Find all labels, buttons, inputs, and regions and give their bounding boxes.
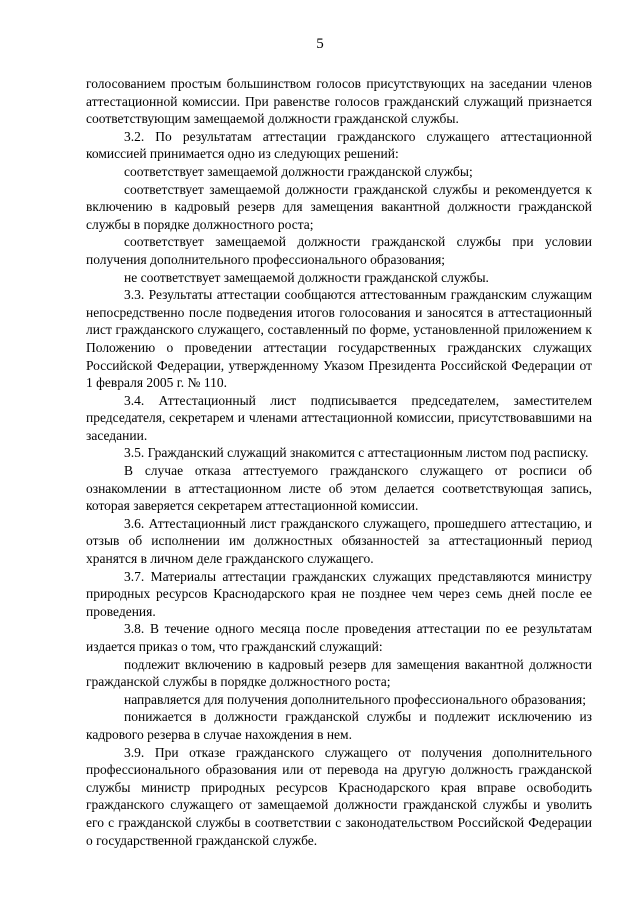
paragraph: 3.2. По результатам аттестации гражданского служащего аттестационной комиссией принимается одно из следующих решений:	[86, 128, 592, 162]
paragraph: голосованием простым большинством голосов присутствующих на заседании членов аттестационной комиссии. При равенстве голосов гражданский служащий признается соответствующим замещаемой должности гражданской службы.	[86, 76, 592, 127]
paragraph: 3.8. В течение одного месяца после проведения аттестации по ее результатам издается приказ о том, что гражданский служащий:	[86, 621, 592, 654]
paragraph: соответствует замещаемой должности гражданской службы и рекомендуется к включению в кадровый резерв для замещения вакантной должности гражданской службы в порядке должностного роста;	[86, 181, 592, 232]
paragraph: понижается в должности гражданской службы и подлежит исключению из кадрового резерва в случае нахождения в нем.	[86, 709, 592, 742]
paragraph: 3.4. Аттестационный лист подписывается председателем, заместителем председателя, секретарем и членами аттестационной комиссии, присутствовавшими на заседании.	[86, 392, 592, 443]
paragraph: 3.7. Материалы аттестации гражданских служащих представляются министру природных ресурсов Краснодарского края не позднее чем через семь дней после ее проведения.	[86, 568, 592, 619]
paragraph: В случае отказа аттестуемого гражданского служащего от росписи об ознакомлении в аттестационном листе об этом делается соответствующая запись, которая заверяется секретарем аттестационной комиссии.	[86, 463, 592, 514]
paragraph: 3.5. Гражданский служащий знакомится с аттестационным листом под расписку.	[124, 445, 589, 461]
paragraph: направляется для получения дополнительного профессионального образования;	[124, 691, 587, 707]
page-number: 5	[316, 36, 324, 52]
paragraph: подлежит включению в кадровый резерв для замещения вакантной должности гражданской службы в порядке должностного роста;	[86, 656, 592, 690]
paragraph: 3.6. Аттестационный лист гражданского служащего, прошедшего аттестацию, и отзыв об исполнении им должностных обязанностей за аттестационный период хранятся в личном деле гражданского служащего.	[86, 515, 592, 567]
paragraph: соответствует замещаемой должности гражданской службы;	[124, 163, 473, 179]
paragraph: не соответствует замещаемой должности гражданской службы.	[124, 269, 489, 285]
paragraph: 3.3. Результаты аттестации сообщаются аттестованным гражданским служащим непосредственно после подведения итогов голосования и заносятся в аттестационный лист гражданского служащего, составленный по форме, установленной приложением к Положению о проведении аттестации государственных гражданских служащих Российской Федерации, утвержденному Указом Президента Российской Федерации от 1 февраля 2005 г. № 110.	[86, 287, 592, 391]
document-body	[86, 75, 592, 849]
paragraph: соответствует замещаемой должности гражданской службы при условии получения дополнительного профессионального образования;	[86, 234, 592, 267]
paragraph: 3.9. При отказе гражданского служащего от получения дополнительного профессионального образования или от перевода на другую должность гражданской службы министр природных ресурсов Краснодарского края вправе освободить гражданского служащего от замещаемой должности гражданской службы и уволить его с гражданской службы в соответствии с законодательством Российской Федерации о государственной гражданской службе.	[86, 744, 592, 848]
